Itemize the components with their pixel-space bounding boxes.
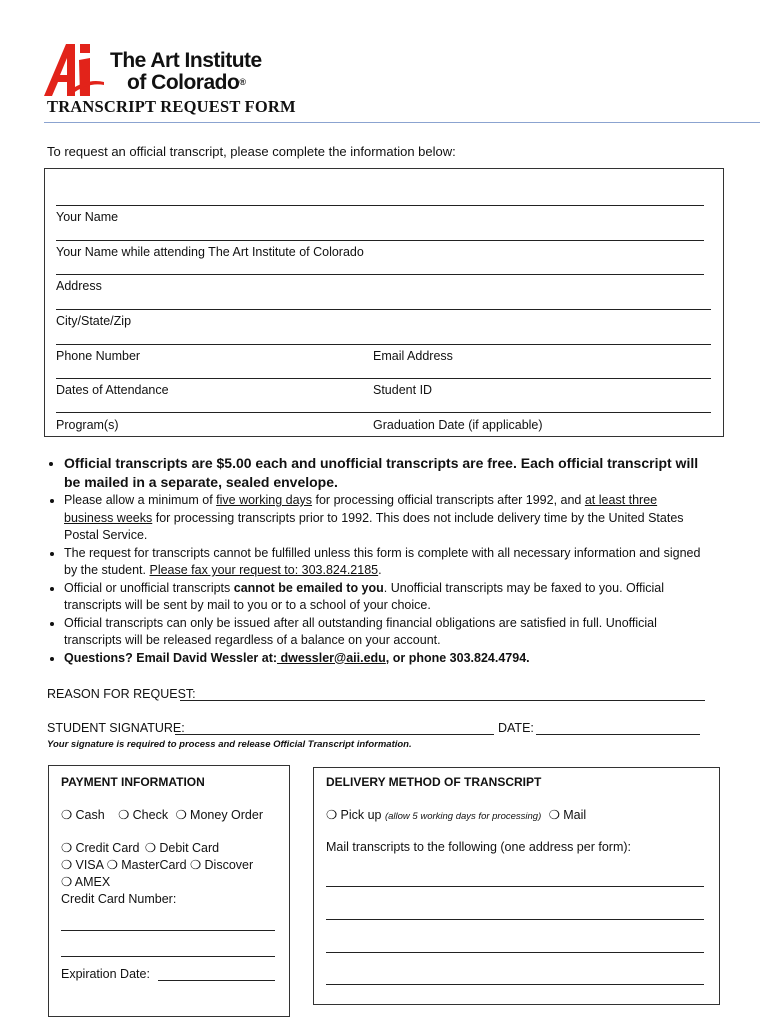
money-order-radio[interactable]: ❍ Money Order <box>175 808 263 822</box>
your-name-field[interactable] <box>56 205 704 206</box>
card-type-row-2 <box>61 857 253 872</box>
radio-icon: ❍ <box>61 841 73 855</box>
logo-text-line1: The Art Institute <box>110 49 262 72</box>
your-name-label: Your Name <box>56 210 119 224</box>
graduation-label: Graduation Date (if applicable) <box>373 418 543 432</box>
discover-radio[interactable]: ❍ Discover <box>190 858 254 872</box>
credit-card-number-input-2[interactable] <box>61 956 275 957</box>
credit-card-number-input-1[interactable] <box>61 930 275 931</box>
amex-radio[interactable]: ❍ AMEX <box>61 875 111 889</box>
mastercard-radio[interactable]: ❍ MasterCard <box>106 858 187 872</box>
instructions-list <box>44 454 704 667</box>
art-institute-logo-icon <box>44 44 106 96</box>
list-item: • The request for transcripts cannot be fulfilled unless this form is complete with all necessary information and signed by the student. Please fax your request to: 303.824.2185. <box>64 545 704 580</box>
date-input[interactable] <box>536 734 700 735</box>
address-field[interactable] <box>56 274 704 275</box>
list-item: • Please allow a minimum of five working days for processing official transcripts after 1992, and at least three business weeks for processing transcripts prior to 1992. This does not include delivery time by the United States Postal Service. <box>64 492 704 545</box>
student-id-label: Student ID <box>373 383 433 397</box>
expiration-label: Expiration Date: <box>61 967 150 981</box>
credit-card-radio[interactable]: ❍ Credit Card <box>61 841 140 855</box>
cash-radio[interactable]: ❍ Cash <box>61 808 105 822</box>
form-title: TRANSCRIPT REQUEST FORM <box>47 97 296 116</box>
phone-email-field[interactable] <box>56 344 711 345</box>
city-state-zip-label: City/State/Zip <box>56 314 132 328</box>
logo-text-line2: of Colorado® <box>127 71 246 94</box>
mail-instructions: Mail transcripts to the following (one address per form): <box>326 840 631 854</box>
reason-label: REASON FOR REQUEST: <box>47 687 196 701</box>
radio-icon: ❍ <box>144 841 157 855</box>
radio-icon: ❍ <box>106 858 118 872</box>
delivery-heading: DELIVERY METHOD OF TRANSCRIPT <box>326 775 542 789</box>
list-item: • Official or unofficial transcripts cannot be emailed to you. Unofficial transcripts may be faxed to you. Official transcripts will be sent by mail to you or to a school of your choice. <box>64 580 704 615</box>
mail-radio[interactable]: ❍ Mail <box>548 808 587 822</box>
debit-card-radio[interactable]: ❍ Debit Card <box>144 841 220 855</box>
radio-icon: ❍ <box>326 808 338 822</box>
radio-icon: ❍ <box>61 858 73 872</box>
name-while-attending-label: Your Name while attending The Art Institute of Colorado <box>56 245 364 259</box>
payment-heading: PAYMENT INFORMATION <box>61 775 205 789</box>
signature-input[interactable] <box>175 734 494 735</box>
list-item: • Official transcripts are $5.00 each and unofficial transcripts are free. Each official transcript will be mailed in a separate, sealed envelope. <box>64 454 704 492</box>
address-label: Address <box>56 279 102 293</box>
expiration-input[interactable] <box>158 980 275 981</box>
program-graduation-field[interactable] <box>56 412 711 413</box>
mail-address-line-3[interactable] <box>326 952 704 953</box>
phone-label: Phone Number <box>56 349 141 363</box>
pickup-radio[interactable]: ❍ Pick up (allow 5 working days for processing) <box>326 808 542 822</box>
mail-address-line-1[interactable] <box>326 886 704 887</box>
programs-label: Program(s) <box>56 418 119 432</box>
radio-icon: ❍ <box>548 808 560 822</box>
email-link[interactable]: dwessler@aii.edu <box>277 650 386 665</box>
payment-method-row <box>61 807 263 822</box>
name-while-attending-field[interactable] <box>56 240 704 241</box>
mail-address-line-4[interactable] <box>326 984 704 985</box>
city-state-zip-field[interactable] <box>56 309 711 310</box>
visa-radio[interactable]: ❍ VISA <box>61 858 104 872</box>
signature-label: STUDENT SIGNATURE: <box>47 721 185 735</box>
email-label: Email Address <box>373 349 453 363</box>
date-label: DATE: <box>498 721 534 735</box>
dates-label: Dates of Attendance <box>56 383 169 397</box>
mail-address-line-2[interactable] <box>326 919 704 920</box>
list-item: • Questions? Email David Wessler at: dwessler@aii.edu, or phone 303.824.4794. <box>64 650 704 668</box>
dates-student-id-field[interactable] <box>56 378 711 379</box>
check-radio[interactable]: ❍ Check <box>118 808 169 822</box>
signature-note: Your signature is required to process and release Official Transcript information. <box>47 739 412 750</box>
radio-icon: ❍ <box>190 858 202 872</box>
delivery-method-row <box>326 807 586 822</box>
list-item: • Official transcripts can only be issued after all outstanding financial obligations are satisfied in full. Unofficial transcripts will be released regardless of a balance on your account. <box>64 615 704 650</box>
radio-icon: ❍ <box>61 808 73 822</box>
credit-card-number-label: Credit Card Number: <box>61 892 177 906</box>
reason-input[interactable] <box>180 700 705 701</box>
intro-text: To request an official transcript, please complete the information below: <box>47 144 456 159</box>
card-type-row-1 <box>61 840 219 855</box>
radio-icon: ❍ <box>118 808 130 822</box>
title-divider <box>44 122 760 123</box>
radio-icon: ❍ <box>175 808 187 822</box>
radio-icon: ❍ <box>61 875 73 889</box>
